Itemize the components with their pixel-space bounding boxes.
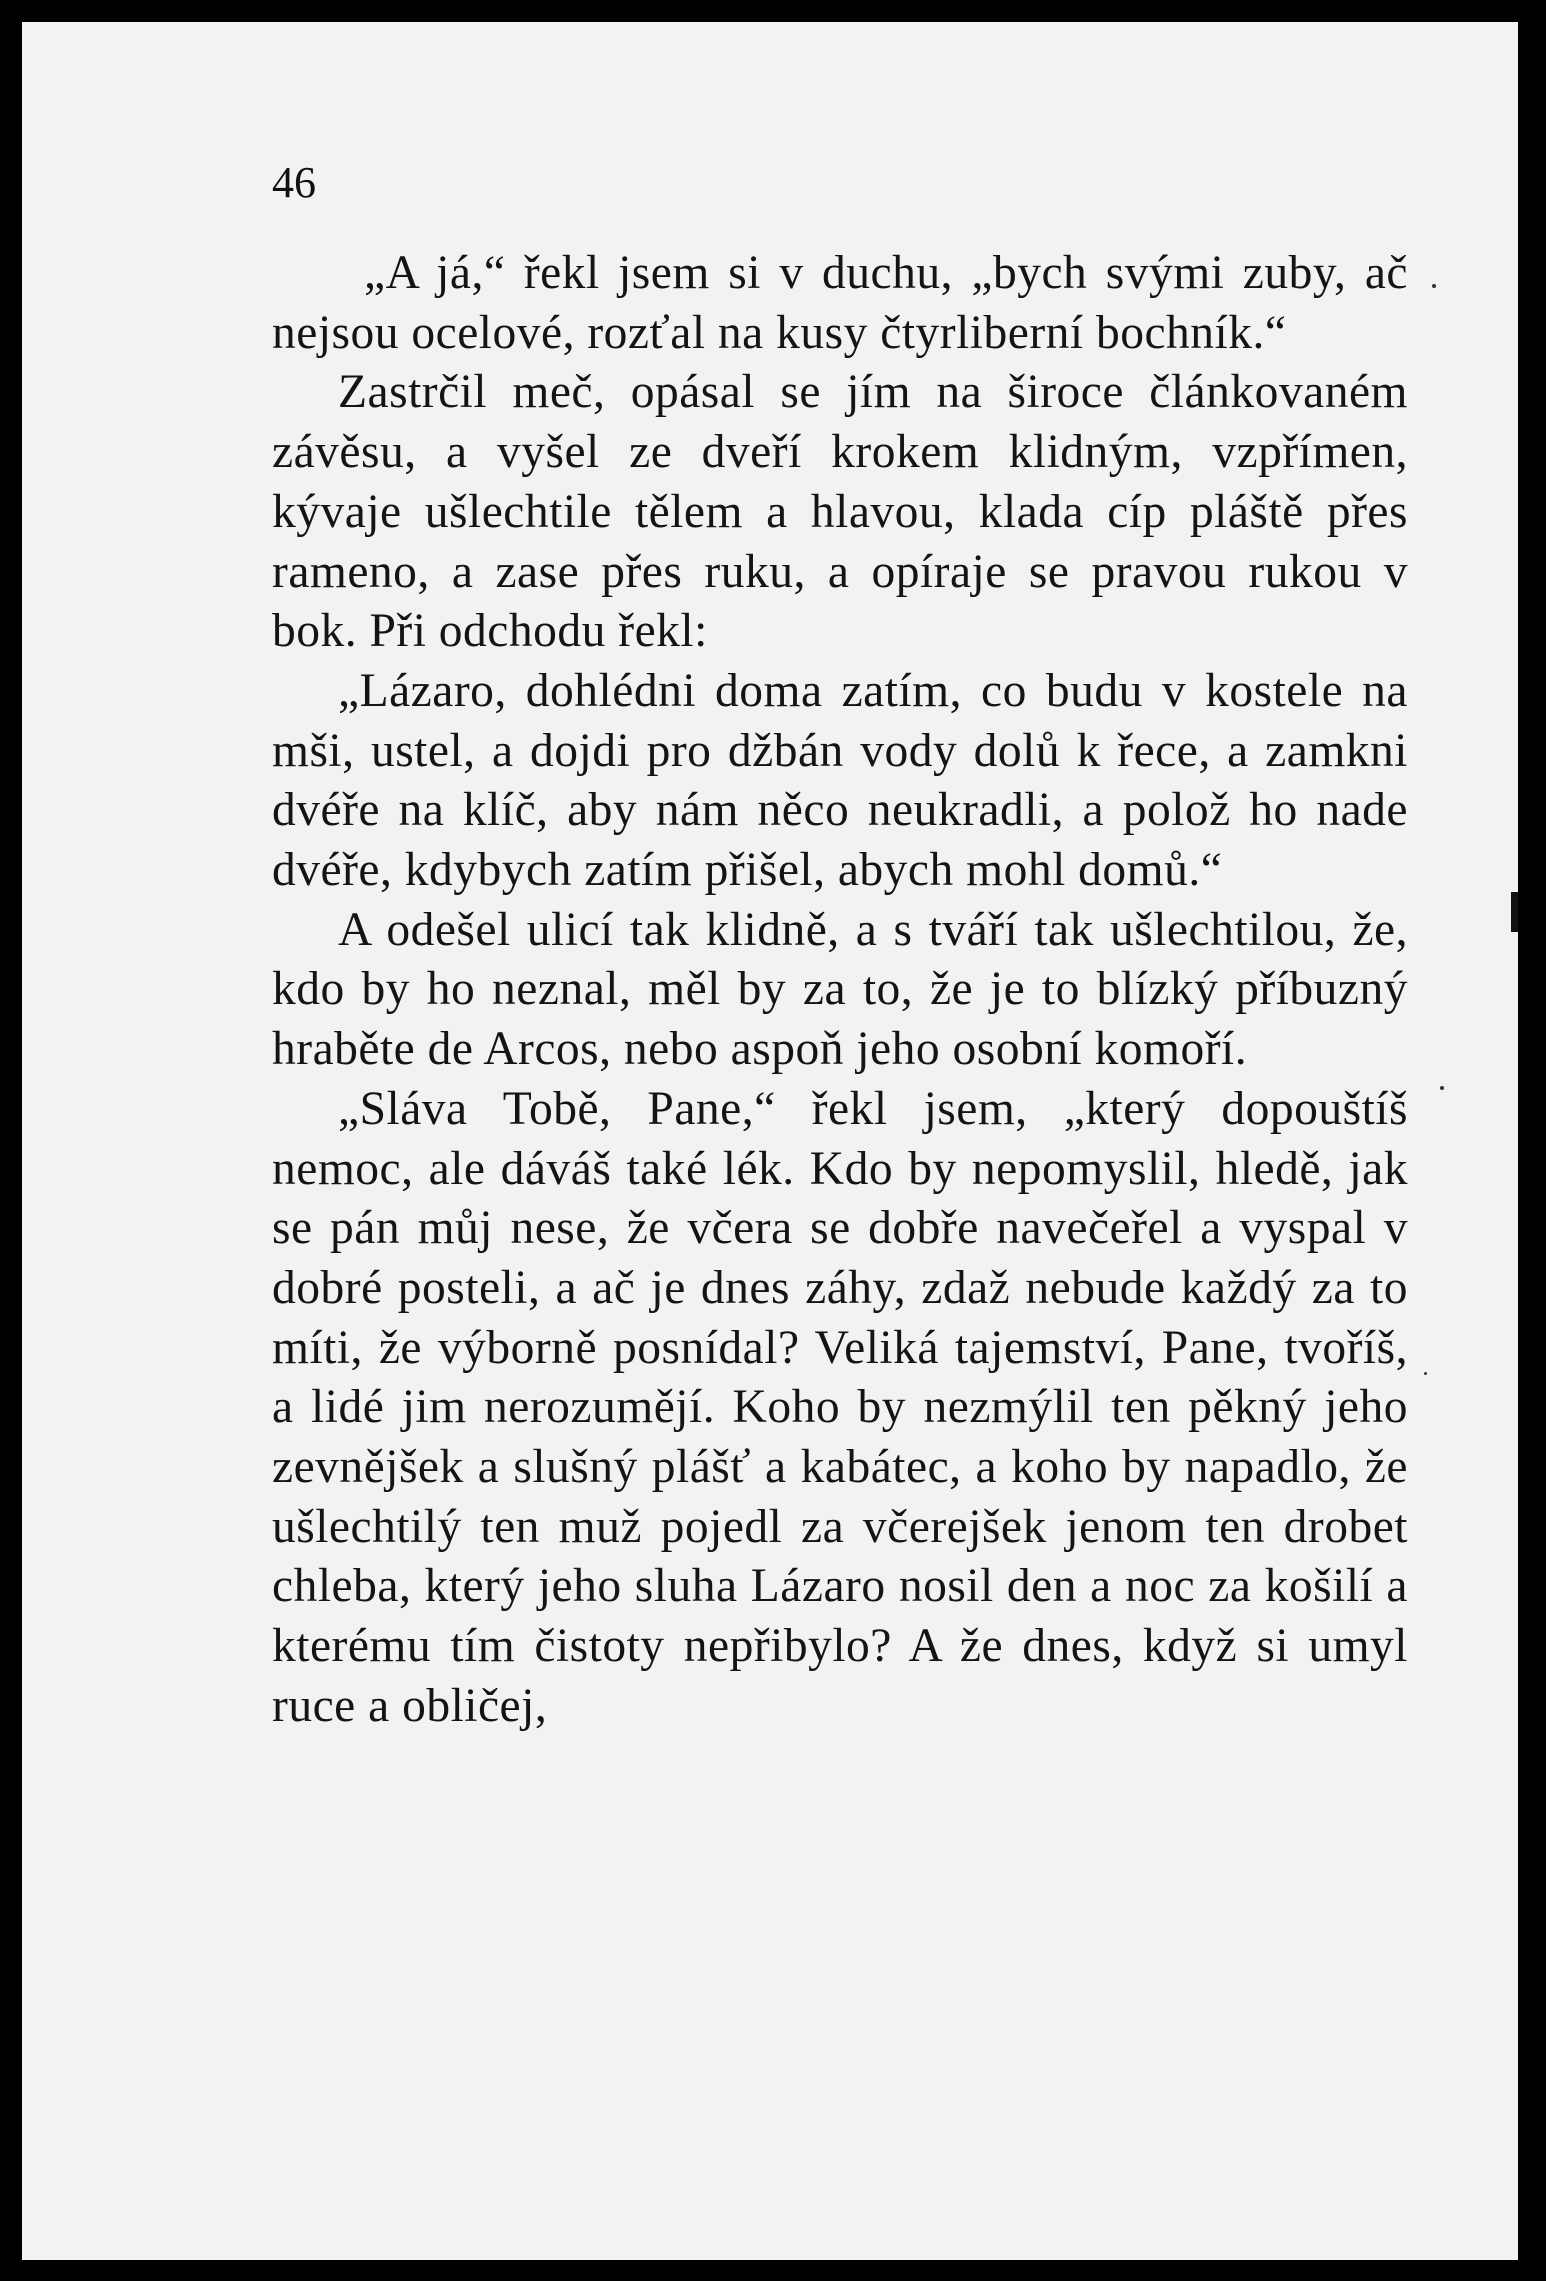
paragraph-4: A odešel ulicí tak klidně, a s tváří tak ušlechtilou, že, kdo by ho neznal, měl by za to, že je to blízký příbuzný hraběte de Arcos, nebo aspoň jeho osobní komoří. (272, 903, 1408, 1076)
page-number: 46 (272, 158, 316, 207)
scan-speck (1424, 1372, 1427, 1375)
paragraph-3: „Lázaro, dohlédni doma zatím, co budu v kostele na mši, ustel, a dojdi pro džbán vody dolů k řece, a zamkni dvéře na klíč, aby nám něco neukradli, a polož ho nade dvéře, kdybych zatím přišel, abych mohl domů.“ (272, 664, 1408, 897)
scan-edge-mark (1511, 892, 1518, 932)
scan-speck (1432, 284, 1436, 288)
paragraph-5: „Sláva Tobě, Pane,“ řekl jsem, „který dopouštíš nemoc, ale dáváš také lék. Kdo by nepomyslil, hledě, jak se pán můj nese, že včera se dobře navečeřel a vyspal v dobré posteli, a ač je dnes záhy, zdaž nebude každý za to míti, že výborně posnídal? Veliká tajemství, Pane, tvoříš, a lidé jim nerozumějí. Koho by nezmýlil ten pěkný jeho zevnějšek a slušný plášť a kabátec, a koho by napadlo, že ušlechtilý ten muž pojedl za včerejšek jenom ten drobet chleba, který jeho sluha Lázaro nosil den a noc za košilí a kterému tím čistoty nepřibylo? A že dnes, když si umyl ruce a obličej, (272, 1082, 1408, 1732)
body-text (272, 244, 1408, 1737)
paragraph-1: „A já,“ řekl jsem si v duchu, „bych svými zuby, ač nejsou ocelové, rozťal na kusy čtyrliberní bochník.“ (272, 247, 1408, 359)
paragraph-2: Zastrčil meč, opásal se jím na široce článkovaném závěsu, a vyšel ze dveří krokem klidným, vzpřímen, kývaje ušlechtile tělem a hlavou, klada cíp pláště přes rameno, a zase přes ruku, a opíraje se pravou rukou v bok. Při odchodu řekl: (272, 366, 1408, 658)
book-page (22, 22, 1518, 2260)
scan-speck (1440, 1086, 1444, 1090)
